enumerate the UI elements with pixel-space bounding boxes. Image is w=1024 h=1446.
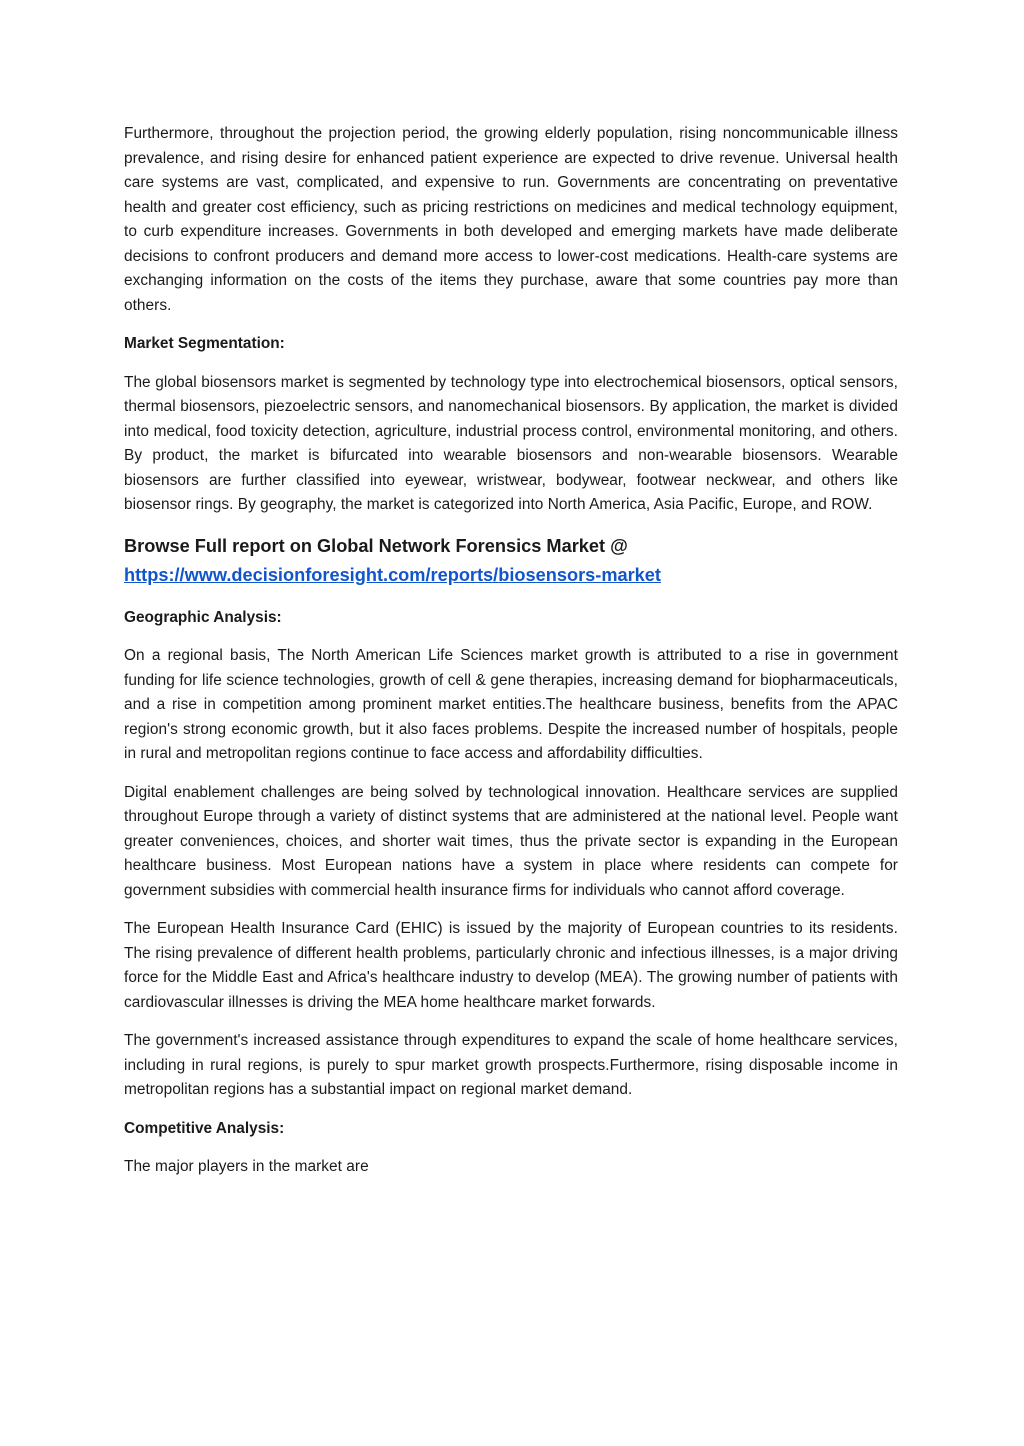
report-link[interactable]: https://www.decisionforesight.com/reports/biosensors-market	[124, 564, 661, 585]
market-segmentation-heading: Market Segmentation:	[124, 335, 285, 352]
market-segmentation-paragraph: The global biosensors market is segmented by technology type into electrochemical biosensors, optical sensors, thermal biosensors, piezoelectric sensors, and nanomechanical biosensors. By application, the market is divided into medical, food toxicity detection, agriculture, industrial process control, environmental monitoring, and others. By product, the market is bifurcated into wearable biosensors and non-wearable biosensors. Wearable biosensors are further classified into eyewear, wristwear, bodywear, footwear neckwear, and others like biosensor rings. By geography, the market is categorized into North America, Asia Pacific, Europe, and ROW.	[124, 373, 898, 513]
geographic-paragraph-4: The government's increased assistance through expenditures to expand the scale of home healthcare services, including in rural regions, is purely to spur market growth prospects.Furthermore, rising disposable income in metropolitan regions has a substantial impact on regional market demand.	[124, 1032, 898, 1098]
intro-paragraph: Furthermore, throughout the projection period, the growing elderly population, rising noncommunicable illness prevalence, and rising desire for enhanced patient experience are expected to drive revenue. Universal health care systems are vast, complicated, and expensive to run. Governments are concentrating on preventative health and greater cost efficiency, such as pricing restrictions on medicines and medical technology equipment, to curb expenditure increases. Governments in both developed and emerging markets have made deliberate decisions to confront producers and demand more access to lower-cost medications. Health-care systems are exchanging information on the costs of the items they purchase, aware that some countries pay more than others.	[124, 125, 898, 314]
geographic-analysis-heading: Geographic Analysis:	[124, 608, 282, 626]
geographic-paragraph-1: On a regional basis, The North American Life Sciences market growth is attributed to a rise in government funding for life science technologies, growth of cell & gene therapies, increasing demand for biopharmaceuticals, and a rise in competition among prominent market entities.The healthcare business, benefits from the APAC region's strong economic growth, but it also faces problems. Despite the increased number of hospitals, people in rural and metropolitan regions continue to face access and affordability difficulties.	[124, 647, 898, 762]
browse-report-label: Browse Full report on Global Network Forensics Market @	[124, 535, 628, 556]
competitive-analysis-paragraph: The major players in the market are	[124, 1158, 369, 1175]
browse-report-block	[124, 532, 898, 590]
geographic-paragraph-3: The European Health Insurance Card (EHIC) is issued by the majority of European countries to its residents. The rising prevalence of different health problems, particularly chronic and infectious illnesses, is a major driving force for the Middle East and Africa's healthcare industry to develop (MEA). The growing number of patients with cardiovascular illnesses is driving the MEA home healthcare market forwards.	[124, 920, 898, 1011]
competitive-analysis-heading: Competitive Analysis:	[124, 1119, 285, 1137]
document-page	[124, 122, 898, 1194]
geographic-paragraph-2: Digital enablement challenges are being solved by technological innovation. Healthcare services are supplied throughout Europe through a variety of distinct systems that are administered at the national level. People want greater conveniences, choices, and shorter wait times, thus the private sector is expanding in the European healthcare business. Most European nations have a system in place where residents can compete for government subsidies with commercial health insurance firms for individuals who cannot afford coverage.	[124, 783, 898, 899]
